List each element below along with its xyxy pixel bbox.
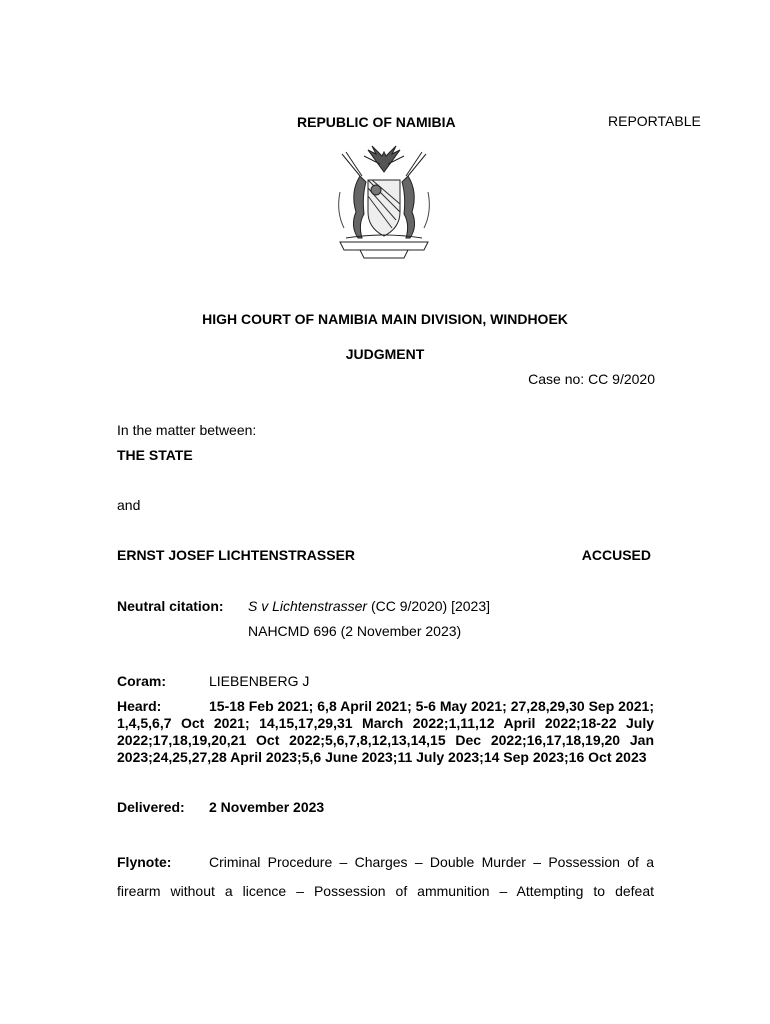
parties-and: and	[117, 497, 141, 513]
flynote-paragraph	[117, 848, 654, 906]
accused-name: ERNST JOSEF LICHTENSTRASSER	[117, 547, 356, 563]
citation-case-name: S v Lichtenstrasser	[248, 598, 368, 614]
flynote-label: Flynote:	[117, 854, 172, 870]
heard-value: 15-18 Feb 2021; 6,8 April 2021; 5-6 May 2021; 27,28,29,30 Sep 2021; 1,4,5,6,7 Oct 2021; 14,15,17,29,31 March 2022;1,11,12 April 2022;18-22 July 2022;17,18,19,20,21 Oct 2022;5,6,7,8,12,13,14,15 Dec 2022;16,17,18,19,20 Jan 2023;24,25,27,28 April 2023;5,6 June 2023;11 July 2023;14 Sep 2023;16 Oct 2023	[117, 698, 654, 765]
coram-value: LIEBENBERG J	[209, 673, 310, 689]
flynote-value: Criminal Procedure – Charges – Double Murder – Possession of a firearm without a licence – Possession of ammunition – Attempting to defeat	[117, 854, 654, 899]
citation-line1	[248, 598, 490, 614]
heard-paragraph	[117, 698, 654, 766]
coram-label: Coram:	[117, 673, 167, 689]
plaintiff-name: THE STATE	[117, 447, 193, 463]
citation-line2: NAHCMD 696 (2 November 2023)	[248, 623, 462, 639]
namibia-coat-of-arms-icon	[320, 142, 448, 260]
parties-intro: In the matter between:	[117, 422, 257, 438]
delivered-value: 2 November 2023	[209, 799, 325, 815]
delivered-label: Delivered:	[117, 799, 185, 815]
accused-role: ACCUSED	[581, 547, 651, 563]
reportable-label: REPORTABLE	[608, 113, 701, 129]
citation-ref: (CC 9/2020) [2023]	[367, 598, 491, 614]
citation-label: Neutral citation:	[117, 598, 224, 614]
case-number: Case no: CC 9/2020	[528, 371, 655, 387]
republic-heading: REPUBLIC OF NAMIBIA	[297, 114, 456, 130]
court-name: HIGH COURT OF NAMIBIA MAIN DIVISION, WINDHOEK	[202, 311, 568, 327]
heard-label: Heard:	[117, 698, 162, 714]
judgment-heading: JUDGMENT	[345, 346, 425, 362]
